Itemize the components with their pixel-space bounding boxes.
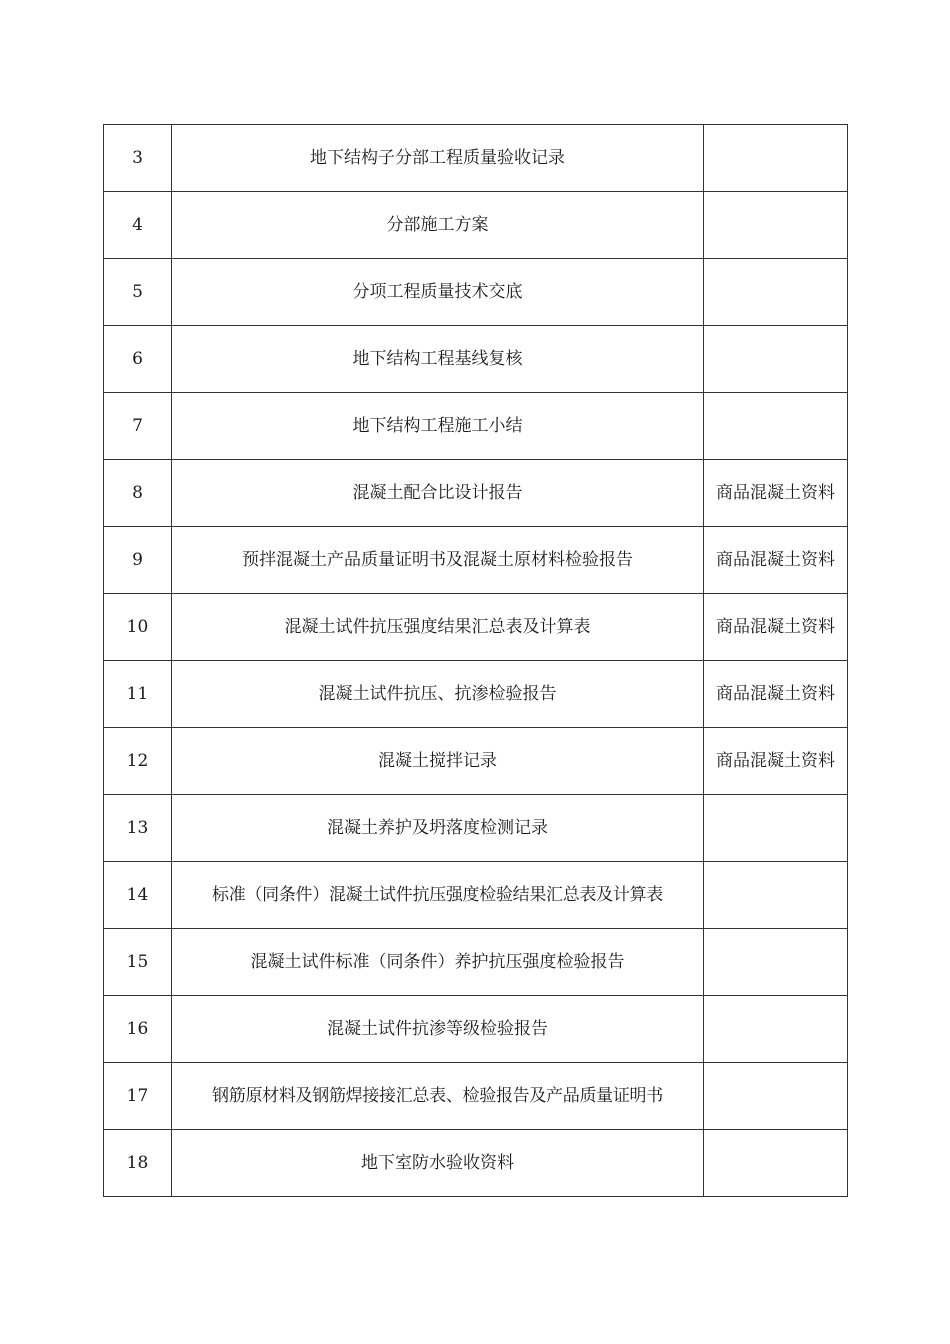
row-number: 5: [104, 259, 172, 326]
document-name: 分项工程质量技术交底: [172, 259, 704, 326]
document-name: 地下结构子分部工程质量验收记录: [172, 125, 704, 192]
row-note: [704, 929, 848, 996]
table-row: [104, 1130, 848, 1197]
table-row: [104, 661, 848, 728]
document-name: 分部施工方案: [172, 192, 704, 259]
table-row: [104, 125, 848, 192]
row-note: 商品混凝土资料: [704, 728, 848, 795]
row-note: [704, 1130, 848, 1197]
row-number: 12: [104, 728, 172, 795]
row-note: [704, 259, 848, 326]
document-name: 地下室防水验收资料: [172, 1130, 704, 1197]
table-row: [104, 996, 848, 1063]
table-row: [104, 326, 848, 393]
row-note: [704, 862, 848, 929]
row-note: 商品混凝土资料: [704, 460, 848, 527]
table-row: [104, 527, 848, 594]
table-row: [104, 460, 848, 527]
document-name: 地下结构工程基线复核: [172, 326, 704, 393]
row-number: 3: [104, 125, 172, 192]
row-number: 7: [104, 393, 172, 460]
document-name: 混凝土搅拌记录: [172, 728, 704, 795]
row-number: 10: [104, 594, 172, 661]
table-row: [104, 594, 848, 661]
document-name: 混凝土试件抗压强度结果汇总表及计算表: [172, 594, 704, 661]
table-row: [104, 795, 848, 862]
document-name: 混凝土试件抗渗等级检验报告: [172, 996, 704, 1063]
table-row: [104, 728, 848, 795]
document-list-table: [103, 124, 848, 1197]
table-row: [104, 393, 848, 460]
row-note: [704, 393, 848, 460]
row-note: 商品混凝土资料: [704, 661, 848, 728]
row-note: [704, 1063, 848, 1130]
row-number: 18: [104, 1130, 172, 1197]
row-number: 14: [104, 862, 172, 929]
table-row: [104, 192, 848, 259]
row-note: 商品混凝土资料: [704, 527, 848, 594]
row-number: 16: [104, 996, 172, 1063]
row-number: 4: [104, 192, 172, 259]
row-number: 9: [104, 527, 172, 594]
document-name: 预拌混凝土产品质量证明书及混凝土原材料检验报告: [172, 527, 704, 594]
table-row: [104, 259, 848, 326]
document-name: 标准（同条件）混凝土试件抗压强度检验结果汇总表及计算表: [172, 862, 704, 929]
row-note: [704, 125, 848, 192]
table-row: [104, 1063, 848, 1130]
row-number: 17: [104, 1063, 172, 1130]
document-name: 钢筋原材料及钢筋焊接接汇总表、检验报告及产品质量证明书: [172, 1063, 704, 1130]
table-row: [104, 862, 848, 929]
row-number: 13: [104, 795, 172, 862]
document-name: 混凝土试件标准（同条件）养护抗压强度检验报告: [172, 929, 704, 996]
document-name: 混凝土养护及坍落度检测记录: [172, 795, 704, 862]
row-note: [704, 192, 848, 259]
row-number: 8: [104, 460, 172, 527]
row-note: [704, 326, 848, 393]
row-note: [704, 795, 848, 862]
row-note: 商品混凝土资料: [704, 594, 848, 661]
row-note: [704, 996, 848, 1063]
document-name: 地下结构工程施工小结: [172, 393, 704, 460]
table-row: [104, 929, 848, 996]
document-name: 混凝土试件抗压、抗渗检验报告: [172, 661, 704, 728]
document-name: 混凝土配合比设计报告: [172, 460, 704, 527]
row-number: 15: [104, 929, 172, 996]
row-number: 6: [104, 326, 172, 393]
row-number: 11: [104, 661, 172, 728]
